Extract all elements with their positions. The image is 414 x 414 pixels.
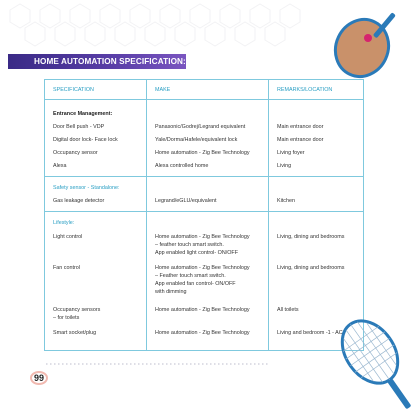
table-row-spec: Alexa: [53, 163, 67, 169]
quote-mark: 99: [33, 373, 44, 383]
table-row-remarks: Kitchen: [277, 198, 295, 204]
column-divider: [268, 80, 269, 350]
table-row-remarks: Living, dining and bedrooms: [277, 265, 345, 271]
table-row-make: – feather touch smart switch.: [155, 242, 224, 248]
table-row-make: Home automation - Zig Bee Technology: [155, 307, 250, 313]
table-row-spec: Occupancy sensor: [53, 150, 98, 156]
table-row-spec: Light control: [53, 234, 83, 240]
specification-table: [44, 79, 364, 351]
row-divider: [45, 211, 363, 212]
table-row-spec: Fan control: [53, 265, 80, 271]
table-row-make: with dimming: [155, 289, 187, 295]
section-heading: Entrance Management:: [53, 111, 113, 117]
section-title: HOME AUTOMATION SPECIFICATION:: [34, 57, 186, 66]
table-row-make: Yale/Dorma/Hafele/equivalent lock: [155, 137, 238, 143]
table-row-spec: Gas leakage detector: [53, 198, 105, 204]
table-row-remarks: Living: [277, 163, 292, 169]
row-divider: [45, 176, 363, 177]
table-row-make: Home automation - Zig Bee Technology: [155, 265, 250, 271]
table-row-remarks: All toilets: [277, 307, 299, 313]
table-row-make: Home automation - Zig Bee Technology: [155, 234, 250, 240]
dotted-divider: [10, 358, 270, 370]
table-row-make: Legrand/eGLU/equivalent: [155, 198, 217, 204]
table-row-spec-sub: – for toilets: [53, 315, 80, 321]
table-row-make: – Feather touch smart switch.: [155, 273, 226, 279]
table-row-make: Home automation - Zig Bee Technology: [155, 330, 250, 336]
quote-icon: [30, 371, 48, 385]
table-row-make: App enabled light control- ON/OFF: [155, 250, 238, 256]
table-row-remarks: Main entrance door: [277, 124, 324, 130]
table-row-remarks: Living, dining and bedrooms: [277, 234, 345, 240]
section-title-band: [8, 54, 186, 69]
paddle-racket-illustration: [310, 8, 414, 90]
table-row-make: App enabled fan control- ON/OFF: [155, 281, 236, 287]
table-row-spec: Door Bell push - VDP: [53, 124, 105, 130]
table-row-spec: Smart socket/plug: [53, 330, 97, 336]
section-heading: Safety sensor - Standalone:: [53, 185, 120, 191]
column-header-specification: SPECIFICATION: [53, 87, 94, 93]
column-header-make: MAKE: [155, 87, 171, 93]
table-row-remarks: Living foyer: [277, 150, 305, 156]
table-row-make: Panasonic/Godrej/Legrand equivalent: [155, 124, 246, 130]
table-row-make: Alexa controlled home: [155, 163, 209, 169]
table-header-row: [45, 80, 363, 100]
table-row-remarks: Living and bedroom -1 - AC: [277, 330, 343, 336]
table-row-remarks: Main entrance door: [277, 137, 324, 143]
table-row-make: Home automation - Zig Bee Technology: [155, 150, 250, 156]
tennis-racket-illustration: [300, 312, 414, 414]
table-row-spec: Digital door lock- Face lock: [53, 137, 118, 143]
column-header-remarks: REMARKS/LOCATION: [277, 87, 333, 93]
section-heading: Lifestyle:: [53, 220, 75, 226]
table-row-spec: Occupancy sensors: [53, 307, 101, 313]
column-divider: [146, 80, 147, 350]
